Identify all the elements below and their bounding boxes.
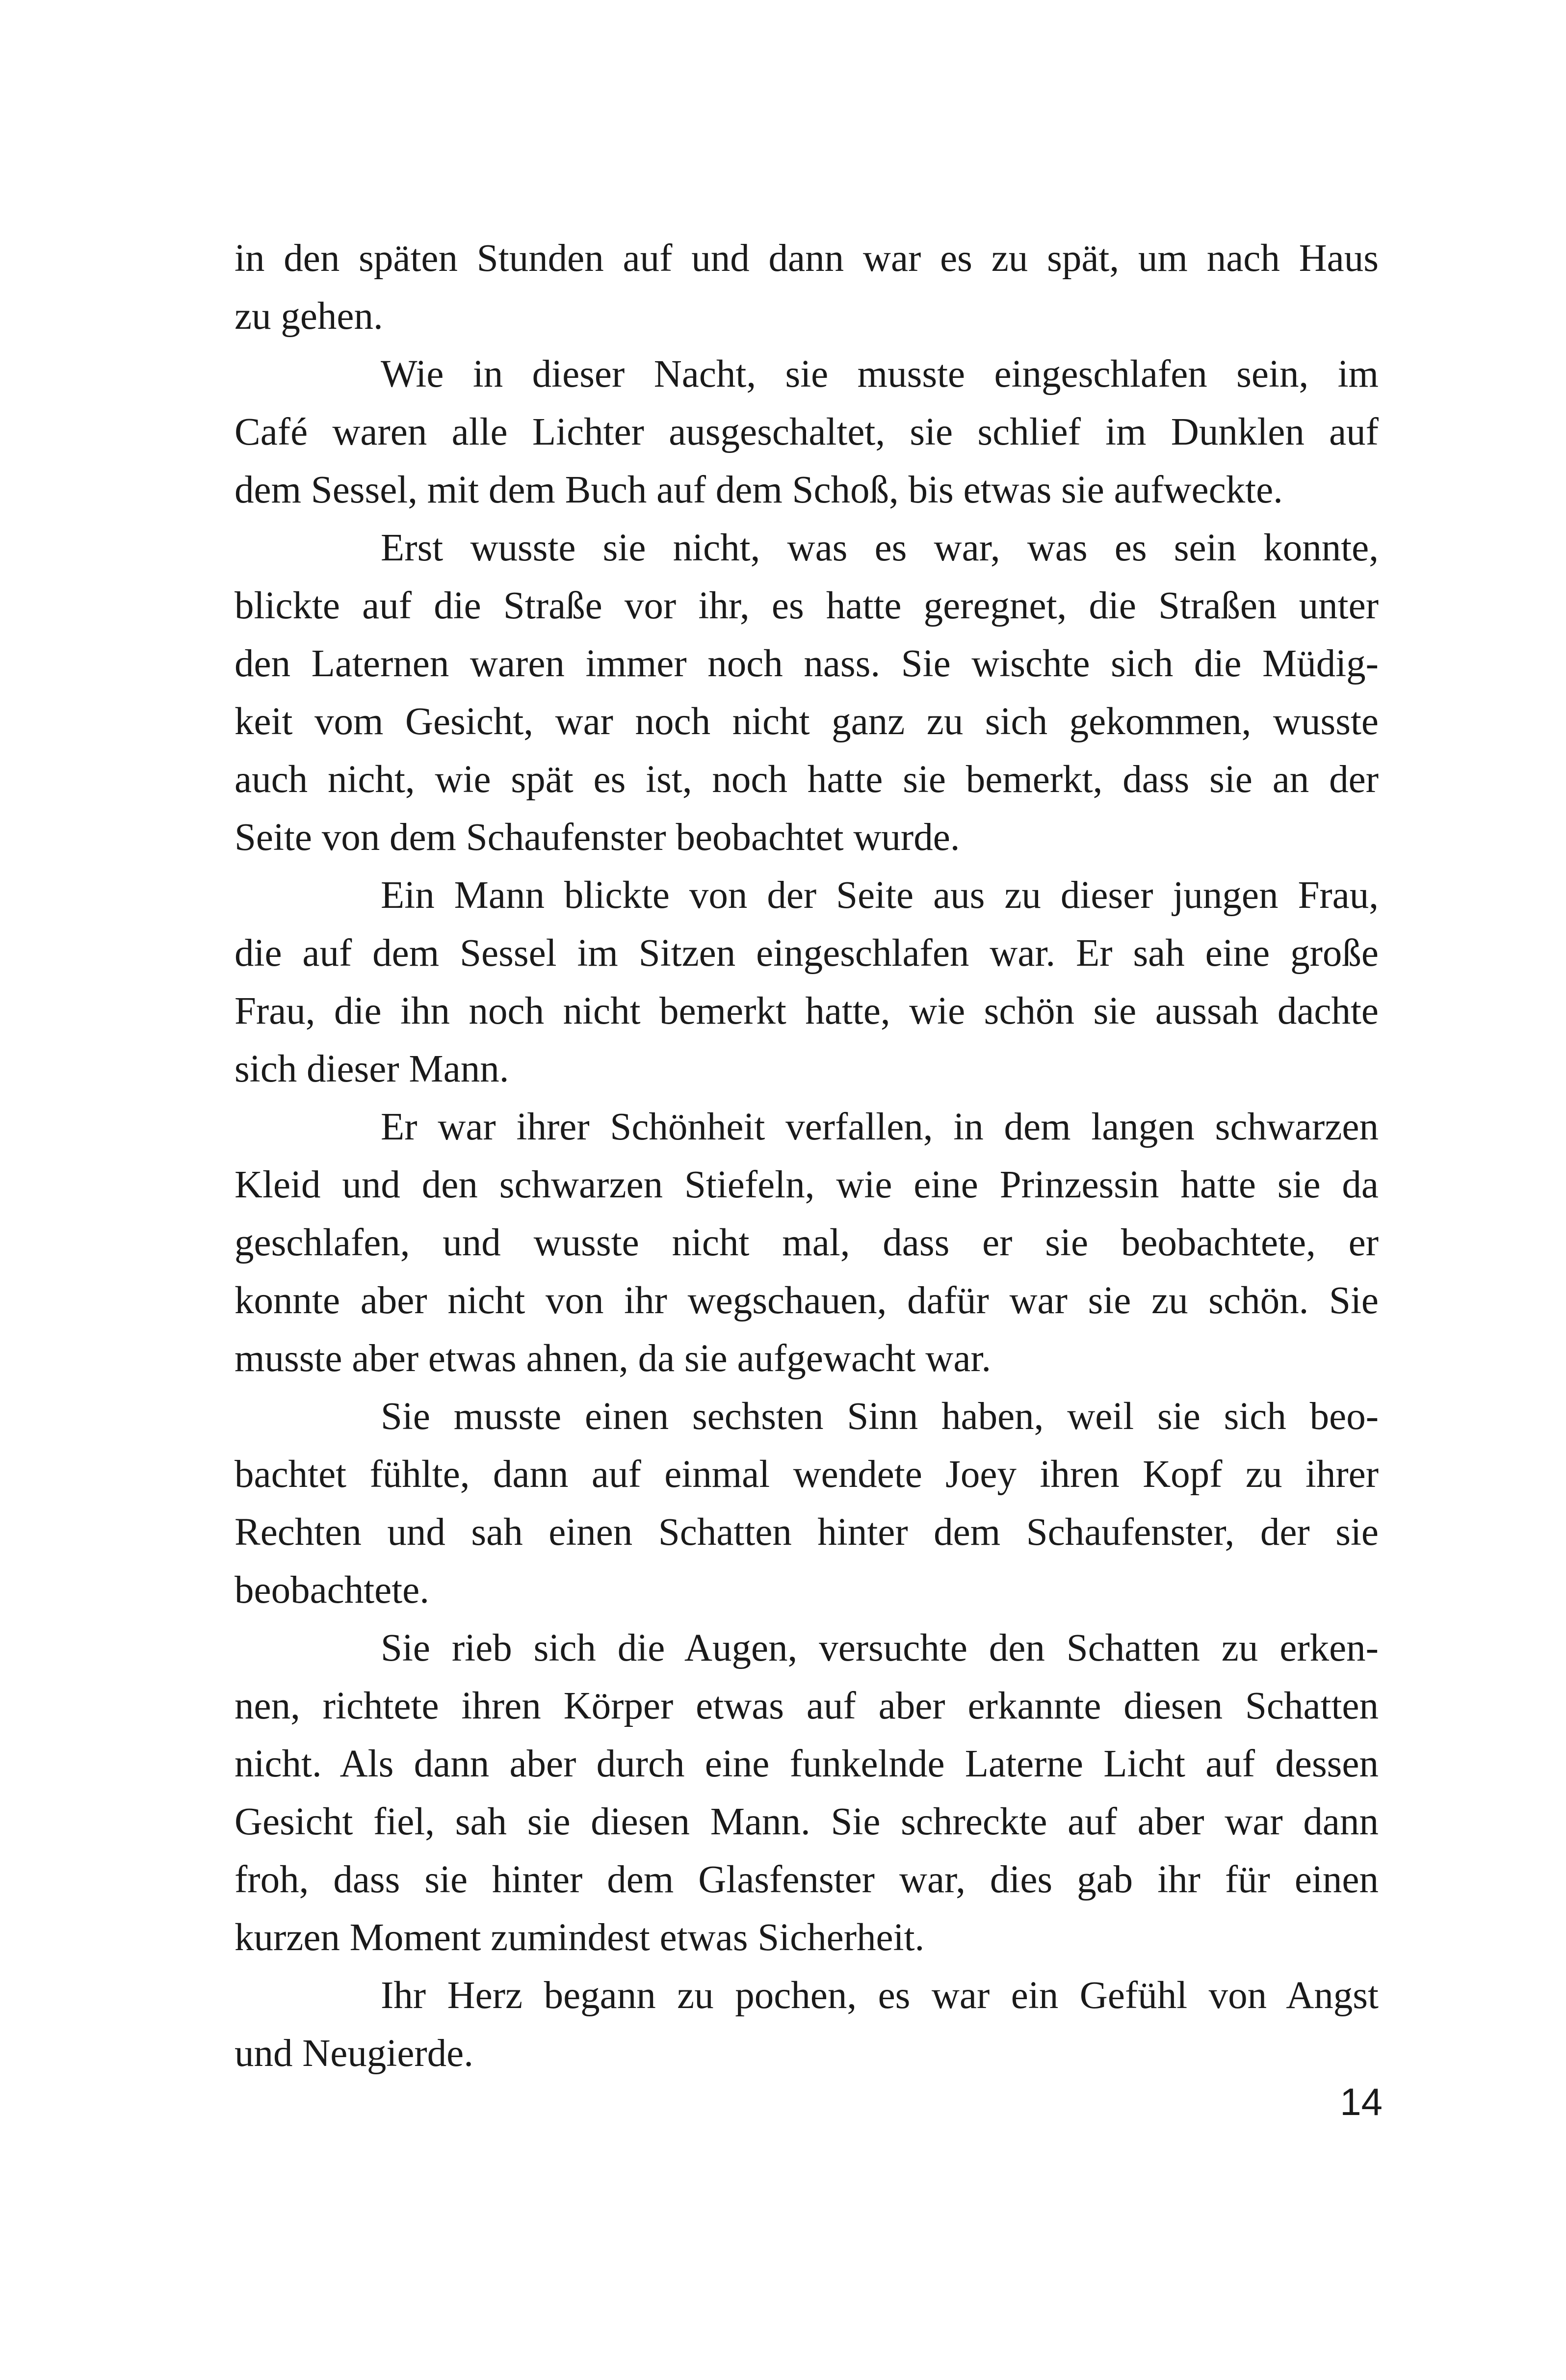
text-line: Erst wusste sie nicht, was es war, was es sein konnte,	[381, 527, 1379, 569]
text-line: Kleid und den schwarzen Stiefeln, wie eine Prinzessin hatte sie da	[235, 1164, 1379, 1206]
text-line: Frau, die ihn noch nicht bemerkt hatte, wie schön sie aussah dachte	[235, 990, 1379, 1032]
text-line: Wie in dieser Nacht, sie musste eingeschlafen sein, im	[381, 353, 1379, 396]
text-line: Seite von dem Schaufenster beobachtet wurde.	[235, 816, 960, 859]
text-line: Café waren alle Lichter ausgeschaltet, sie schlief im Dunklen auf	[235, 411, 1379, 453]
text-line: nicht. Als dann aber durch eine funkelnde Laterne Licht auf dessen	[235, 1743, 1379, 1785]
text-line: dem Sessel, mit dem Buch auf dem Schoß, bis etwas sie aufweckte.	[235, 469, 1283, 511]
text-line: geschlafen, und wusste nicht mal, dass er sie beobachtete, er	[235, 1221, 1379, 1264]
text-line: musste aber etwas ahnen, da sie aufgewacht war.	[235, 1337, 992, 1380]
text-line: Rechten und sah einen Schatten hinter dem Schaufenster, der sie	[235, 1511, 1379, 1554]
page-number: 14	[1340, 2080, 1383, 2123]
text-line: Gesicht fiel, sah sie diesen Mann. Sie schreckte auf aber war dann	[235, 1800, 1379, 1843]
text-line: sich dieser Mann.	[235, 1048, 509, 1090]
text-line: Ein Mann blickte von der Seite aus zu dieser jungen Frau,	[381, 874, 1379, 917]
text-line: froh, dass sie hinter dem Glasfenster war, dies gab ihr für einen	[235, 1858, 1379, 1901]
text-line: nen, richtete ihren Körper etwas auf aber erkannte diesen Schatten	[235, 1685, 1379, 1727]
text-line: Sie rieb sich die Augen, versuchte den Schatten zu erken-	[381, 1627, 1379, 1669]
text-line: Sie musste einen sechsten Sinn haben, weil sie sich beo-	[381, 1395, 1379, 1438]
text-line: den Laternen waren immer noch nass. Sie wischte sich die Müdig-	[235, 642, 1379, 685]
text-line: beobachtete.	[235, 1569, 429, 1612]
text-line: bachtet fühlte, dann auf einmal wendete Joey ihren Kopf zu ihrer	[235, 1453, 1379, 1496]
text-line: konnte aber nicht von ihr wegschauen, dafür war sie zu schön. Sie	[235, 1279, 1379, 1322]
book-page-text	[235, 230, 1379, 2083]
text-line: zu gehen.	[235, 295, 383, 338]
text-line: die auf dem Sessel im Sitzen eingeschlafen war. Er sah eine große	[235, 932, 1379, 975]
text-line: Ihr Herz begann zu pochen, es war ein Gefühl von Angst	[381, 1974, 1379, 2017]
text-line: auch nicht, wie spät es ist, noch hatte sie bemerkt, dass sie an der	[235, 758, 1379, 801]
text-line: blickte auf die Straße vor ihr, es hatte geregnet, die Straßen unter	[235, 584, 1379, 627]
text-line: Er war ihrer Schönheit verfallen, in dem langen schwarzen	[381, 1106, 1379, 1148]
text-line: keit vom Gesicht, war noch nicht ganz zu sich gekommen, wusste	[235, 700, 1379, 743]
text-line: kurzen Moment zumindest etwas Sicherheit.	[235, 1916, 925, 1959]
text-line: in den späten Stunden auf und dann war es zu spät, um nach Haus	[235, 237, 1379, 280]
text-line: und Neugierde.	[235, 2032, 473, 2075]
